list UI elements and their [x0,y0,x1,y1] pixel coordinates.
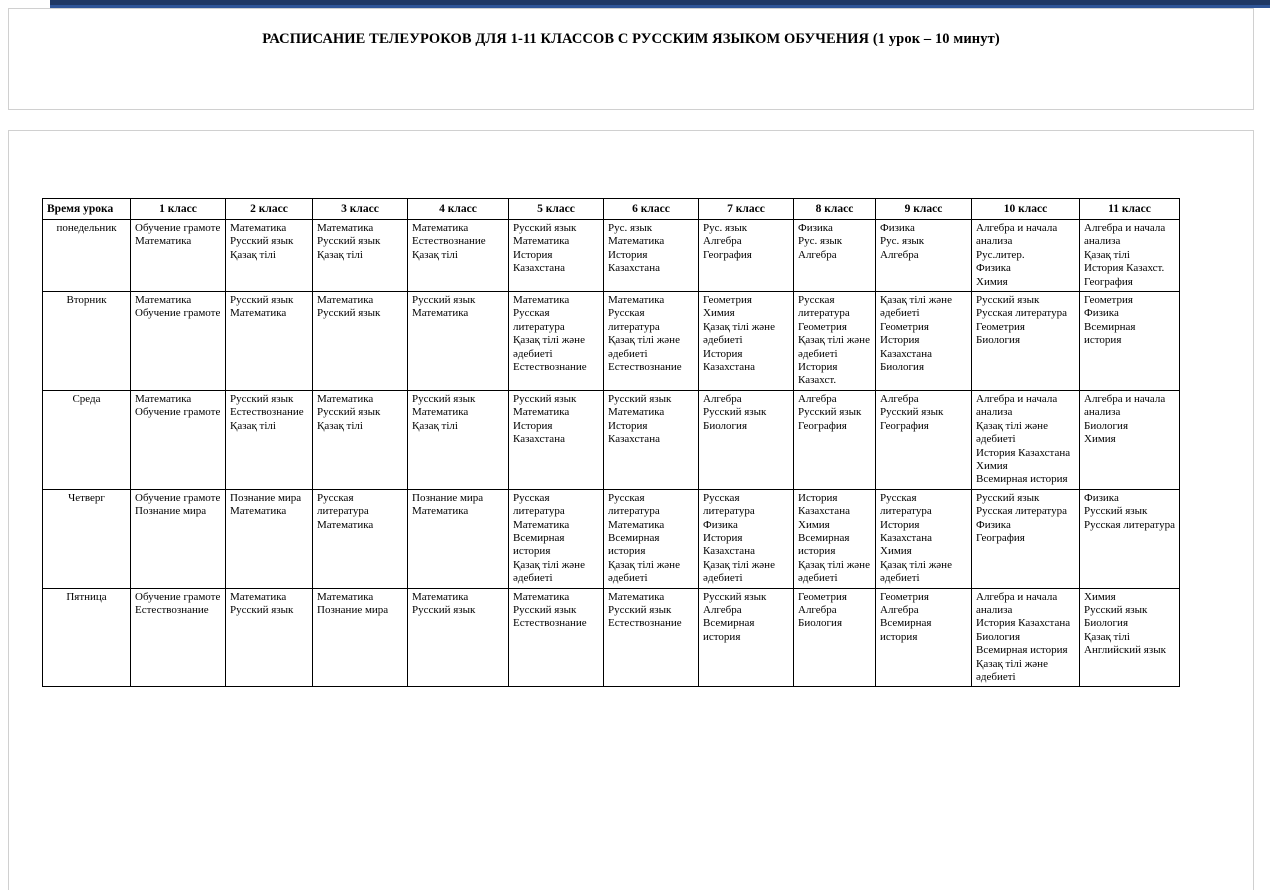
lesson-item: Биология [976,334,1021,347]
schedule-cell [972,588,1080,687]
lesson-item: История Казахст. [1084,262,1165,275]
lesson-item: Физика [1084,307,1119,320]
lesson-item: Алгебра [798,603,837,616]
lesson-item: Математика [513,406,570,419]
lesson-item: История Казахстана [513,419,565,446]
lesson-item: Қазақ тілі және әдебиеті [608,334,680,360]
schedule-cell [604,489,699,588]
lesson-item: Математика [317,392,374,405]
lesson-item: Алгебра [703,235,742,248]
lesson-item: Алгебра и начала анализа [1084,222,1166,248]
lesson-item: Русский язык [608,603,672,616]
lesson-item: Физика [976,518,1011,531]
schedule-cell [972,489,1080,588]
lesson-item: Русская литература [513,307,565,333]
lesson-item: Естествознание [608,361,682,374]
lesson-item: Химия [976,459,1008,472]
lesson-item: Русский язык [1084,505,1148,518]
lesson-item: Русская литература [880,491,932,518]
table-column-header: 4 класс [408,199,509,220]
lesson-item: Рус. язык [608,222,653,235]
lesson-item: Физика [880,222,915,235]
lesson-item: Қазақ тілі және әдебиеті [703,320,775,347]
lesson-item: Английский язык [1084,644,1166,657]
lesson-item: Математика [513,294,570,307]
lesson-item: Математика [412,590,469,603]
lesson-item: Физика [1084,491,1119,504]
table-body [43,220,1180,687]
lesson-item: Русский язык [230,603,294,616]
lesson-item: Русская литература [703,491,755,518]
lesson-item: Математика [412,222,469,235]
lesson-item: Всемирная история [880,617,932,643]
schedule-cell [604,588,699,687]
schedule-cell [972,390,1080,489]
day-label: Четверг [43,489,131,588]
schedule-cell [408,489,509,588]
lesson-item: Математика [317,222,374,235]
lesson-item: Рус. язык [798,235,843,248]
lesson-item: Обучение грамоте [135,590,221,603]
table-row [43,292,1180,391]
day-label: Вторник [43,292,131,391]
table-column-header: Время урока [43,199,131,220]
schedule-cell [794,292,876,391]
lesson-item: История Казахстана [880,518,932,544]
lesson-item: Химия [976,275,1008,288]
schedule-cell [131,390,226,489]
schedule-cell [876,390,972,489]
lesson-item: Всемирная история [513,531,565,558]
schedule-cell [509,489,604,588]
lesson-item: Русский язык [513,603,577,616]
lesson-item: Геометрия [880,320,929,333]
schedule-cell [226,292,313,391]
schedule-cell [699,489,794,588]
schedule-cell [1080,588,1180,687]
lesson-item: География [1084,275,1133,288]
lesson-item: История Казахстана [703,347,755,374]
schedule-cell [1080,489,1180,588]
lesson-item: Рус. язык [880,235,925,248]
day-label: понедельник [43,220,131,292]
lesson-item: Қазақ тілі және әдебиеті [798,558,870,585]
lesson-item: Русский язык [317,406,381,419]
table-row [43,220,1180,292]
lesson-item: Математика [608,518,665,531]
lesson-item: Естествознание [230,406,304,419]
schedule-cell [794,588,876,687]
schedule-cell [699,588,794,687]
lesson-item: Қазақ тілі және әдебиеті [703,558,775,585]
lesson-item: Русский язык [1084,603,1148,616]
schedule-cell [131,220,226,292]
schedule-cell [408,220,509,292]
lesson-item: Қазақ тілі [230,248,276,261]
lesson-item: Физика [976,262,1011,275]
lesson-item: Қазақ тілі [412,419,458,432]
lesson-item: Биология [880,361,925,374]
lesson-item: Қазақ тілі және әдебиеті [513,558,585,585]
lesson-item: Математика [317,518,374,531]
schedule-cell [876,292,972,391]
lesson-item: Русский язык [513,222,577,235]
lesson-item: История Казахст. [798,361,838,387]
lesson-item: География [703,248,752,261]
lesson-item: Математика [513,590,570,603]
lesson-item: География [798,419,847,432]
lesson-item: Қазақ тілі [1084,630,1130,643]
lesson-item: История Казахстана [880,334,932,360]
lesson-item: Математика [412,505,469,518]
lesson-item: Биология [703,419,748,432]
lesson-item: Русский язык [976,294,1040,307]
lesson-item: Русский язык [976,491,1040,504]
schedule-cell [226,588,313,687]
lesson-item: Рус.литер. [976,248,1025,261]
table-row [43,489,1180,588]
lesson-item: Русский язык [230,235,294,248]
lesson-item: Биология [976,630,1021,643]
lesson-item: Обучение грамоте [135,222,221,235]
lesson-item: Математика [412,307,469,320]
schedule-cell [876,489,972,588]
lesson-item: Русский язык [230,294,294,307]
schedule-cell [408,390,509,489]
lesson-item: Всемирная история [1084,320,1136,347]
lesson-item: Биология [1084,419,1129,432]
schedule-cell [131,292,226,391]
lesson-item: Математика [608,406,665,419]
lesson-item: Алгебра [798,248,837,261]
lesson-item: Химия [798,518,830,531]
schedule-cell [313,390,408,489]
lesson-item: Математика [513,518,570,531]
page-title: РАСПИСАНИЕ ТЕЛЕУРОКОВ ДЛЯ 1-11 КЛАССОВ С РУССКИМ ЯЗЫКОМ ОБУЧЕНИЯ (1 урок – 10 минут) [262,31,1000,47]
table-row [43,390,1180,489]
schedule-cell [509,390,604,489]
lesson-item: Алгебра [798,392,837,405]
lesson-item: Русская литература [976,505,1067,518]
lesson-item: Химия [1084,590,1116,603]
lesson-item: Познание мира [317,603,389,616]
schedule-cell [313,489,408,588]
lesson-item: Математика [230,307,287,320]
schedule-cell [509,588,604,687]
lesson-item: Русская литература [976,307,1067,320]
table-column-header: 6 класс [604,199,699,220]
schedule-cell [604,390,699,489]
lesson-item: Русская литература [608,491,660,518]
schedule-cell [313,588,408,687]
lesson-item: История Казахстана [798,491,850,518]
lesson-item: Естествознание [513,361,587,374]
lesson-item: Геометрия [798,590,847,603]
lesson-item: Всемирная история [798,531,850,558]
schedule-cell [876,220,972,292]
lesson-item: Русский язык [703,590,767,603]
day-label: Среда [43,390,131,489]
schedule-cell [131,588,226,687]
schedule-cell [604,220,699,292]
lesson-item: Алгебра и начала анализа [976,590,1058,616]
lesson-item: Русская литература [317,491,369,518]
lesson-item: Русский язык [412,603,476,616]
table-column-header: 11 класс [1080,199,1180,220]
lesson-item: Геометрия [703,294,752,307]
lesson-item: Русский язык [412,294,476,307]
lesson-item: История Казахстана [608,419,660,446]
lesson-item: Математика [230,590,287,603]
lesson-item: Қазақ тілі және әдебиеті [513,334,585,360]
lesson-item: Математика [230,505,287,518]
schedule-cell [604,292,699,391]
lesson-item: Алгебра [880,603,919,616]
schedule-cell [794,489,876,588]
lesson-item: Русская литература [798,294,850,320]
schedule-cell [699,292,794,391]
lesson-item: Обучение грамоте [135,491,221,504]
lesson-item: Алгебра [880,392,919,405]
schedule-cell [408,292,509,391]
lesson-item: Естествознание [608,617,682,630]
lesson-item: Математика [608,294,665,307]
lesson-item: Русский язык [798,406,862,419]
table-column-header: 10 класс [972,199,1080,220]
lesson-item: Математика [135,235,192,248]
lesson-item: Познание мира [412,491,484,504]
schedule-cell [699,220,794,292]
lesson-item: Русская литература [608,307,660,333]
lesson-item: Русский язык [513,392,577,405]
schedule-cell [226,390,313,489]
lesson-item: Математика [135,392,192,405]
lesson-item: Русский язык [703,406,767,419]
schedule-cell [131,489,226,588]
table-column-header: 3 класс [313,199,408,220]
schedule-cell [1080,390,1180,489]
lesson-item: Математика [317,294,374,307]
table-header-row [43,199,1180,220]
lesson-item: Математика [230,222,287,235]
lesson-item: Познание мира [230,491,302,504]
lesson-item: Математика [608,590,665,603]
schedule-cell [972,220,1080,292]
table-row [43,588,1180,687]
title-container [8,8,1254,110]
lesson-item: Физика [703,518,738,531]
lesson-item: Познание мира [135,505,207,518]
lesson-item: Обучение грамоте [135,406,221,419]
lesson-item: Рус. язык [703,222,748,235]
schedule-cell [509,292,604,391]
day-label: Пятница [43,588,131,687]
lesson-item: История Казахстана [976,446,1071,459]
lesson-item: Естествознание [135,603,209,616]
lesson-item: Алгебра и начала анализа [976,392,1058,419]
lesson-item: Қазақ тілі [230,419,276,432]
lesson-item: История Казахстана [513,248,565,275]
schedule-cell [509,220,604,292]
lesson-item: География [880,419,929,432]
lesson-item: Математика [135,294,192,307]
lesson-item: Алгебра и начала анализа [1084,392,1166,419]
lesson-item: Алгебра [880,248,919,261]
lesson-item: География [976,531,1025,544]
schedule-cell [794,220,876,292]
table-column-header: 1 класс [131,199,226,220]
lesson-item: Естествознание [412,235,486,248]
lesson-item: Биология [798,617,843,630]
lesson-item: Химия [880,545,912,558]
schedule-cell [699,390,794,489]
schedule-cell [313,292,408,391]
lesson-item: Қазақ тілі [317,419,363,432]
lesson-item: Геометрия [880,590,929,603]
lesson-item: Естествознание [513,617,587,630]
lesson-item: Қазақ тілі және әдебиеті [798,334,870,360]
schedule-cell [226,220,313,292]
lesson-item: История Казахстана [976,617,1071,630]
schedule-cell [794,390,876,489]
schedule-cell [972,292,1080,391]
lesson-item: Русский язык [608,392,672,405]
decorative-top-strip [0,0,1270,8]
schedule-cell [408,588,509,687]
schedule-cell [1080,292,1180,391]
lesson-item: Химия [1084,433,1116,446]
lesson-item: Қазақ тілі және әдебиеті [880,294,952,320]
lesson-item: Қазақ тілі және әдебиеті [976,657,1048,684]
lesson-item: Русский язык [317,235,381,248]
table-column-header: 7 класс [699,199,794,220]
lesson-item: Алгебра [703,603,742,616]
lesson-item: Всемирная история [703,617,755,643]
lesson-item: Қазақ тілі және әдебиеті [608,558,680,585]
schedule-cell [1080,220,1180,292]
table-column-header: 2 класс [226,199,313,220]
lesson-item: Алгебра [703,392,742,405]
lesson-item: Химия [703,307,735,320]
lesson-item: Математика [513,235,570,248]
lesson-item: Математика [317,590,374,603]
lesson-item: Русская литература [1084,518,1175,531]
table-column-header: 8 класс [794,199,876,220]
table-column-header: 5 класс [509,199,604,220]
lesson-item: Обучение грамоте [135,307,221,320]
lesson-item: Русский язык [880,406,944,419]
schedule-cell [876,588,972,687]
lesson-item: Қазақ тілі [317,248,363,261]
lesson-item: Всемирная история [976,473,1068,486]
lesson-item: Биология [1084,617,1129,630]
schedule-cell [226,489,313,588]
lesson-item: Русский язык [317,307,381,320]
lesson-item: Қазақ тілі және әдебиеті [880,558,952,585]
table-column-header: 9 класс [876,199,972,220]
lesson-item: История Казахстана [703,531,755,558]
lesson-item: Всемирная история [976,644,1068,657]
lesson-item: Геометрия [1084,294,1133,307]
lesson-item: Математика [412,406,469,419]
lesson-item: Физика [798,222,833,235]
lesson-item: Қазақ тілі және әдебиеті [976,419,1048,446]
tv-lessons-schedule-table [42,198,1180,687]
lesson-item: Қазақ тілі [412,248,458,261]
schedule-cell [313,220,408,292]
lesson-item: Қазақ тілі [1084,248,1130,261]
lesson-item: Русский язык [412,392,476,405]
lesson-item: Геометрия [798,320,847,333]
lesson-item: Математика [608,235,665,248]
lesson-item: История Казахстана [608,248,660,275]
lesson-item: Геометрия [976,320,1025,333]
lesson-item: Всемирная история [608,531,660,558]
lesson-item: Русская литература [513,491,565,518]
lesson-item: Русский язык [230,392,294,405]
lesson-item: Алгебра и начала анализа [976,222,1058,248]
